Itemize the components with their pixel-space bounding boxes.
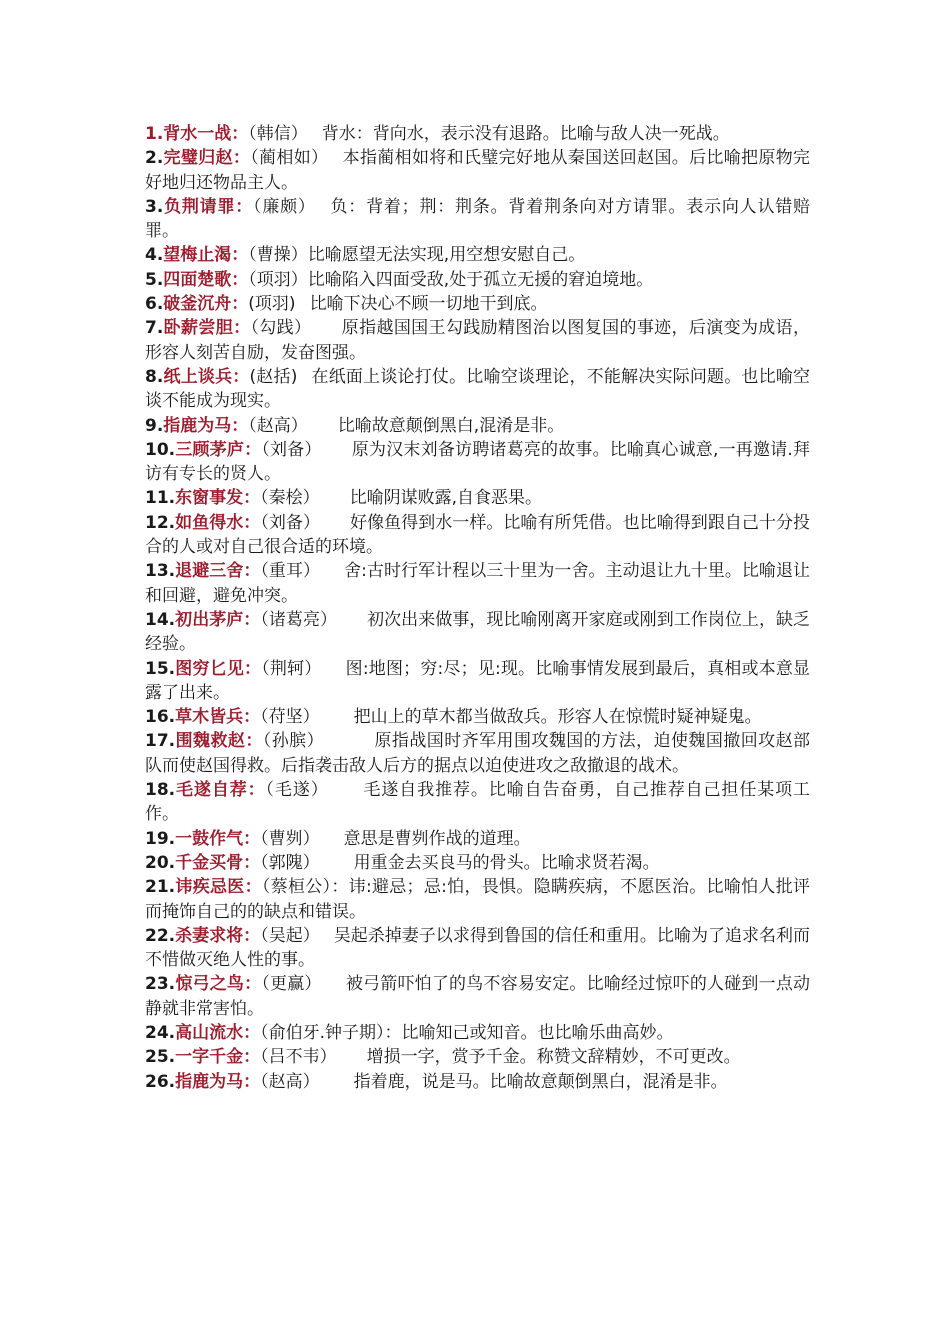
entry-4 <box>145 243 810 267</box>
definition: 原指战国时齐军用围攻魏国的方法，迫使魏国撤回攻赵部队而使赵国得救。后指袭击敌人后方的据点以迫使进攻之敌撤退的战术。 <box>145 731 811 776</box>
person-name: （诸葛亮） <box>260 609 338 630</box>
idiom-name: 指鹿为马： <box>163 415 249 436</box>
person-name: （毛遂） <box>265 780 329 801</box>
idiom-name: 退避三舍： <box>175 561 261 582</box>
entry-number: 1. <box>145 124 164 144</box>
idiom-name: 讳疾忌医： <box>175 877 262 898</box>
entry-20 <box>145 851 810 875</box>
definition: 把山上的草木都当做敌兵。形容人在惊慌时疑神疑鬼。 <box>353 707 762 728</box>
person-name: （项羽） <box>248 269 308 290</box>
entry-12 <box>145 511 810 560</box>
definition: 图:地图；穷:尽；见:现。比喻事情发展到最后，真相或本意显露了出来。 <box>145 658 811 703</box>
entry-7 <box>145 316 810 365</box>
entry-22 <box>145 924 810 973</box>
idiom-name: 东窗事发： <box>175 488 261 509</box>
entry-1 <box>145 122 810 146</box>
person-name: （韩信） <box>248 124 308 144</box>
person-name: （吴起） <box>260 925 320 946</box>
entry-number: 26. <box>145 1071 176 1092</box>
definition: 初次出来做事，现比喻刚离开家庭或刚到工作岗位上，缺乏经验。 <box>145 609 811 655</box>
idiom-name: 杀妻求将： <box>175 925 261 946</box>
idiom-name: 高山流水： <box>175 1022 261 1043</box>
entry-16 <box>145 705 810 729</box>
definition: 原为汉末刘备访聘诸葛亮的故事。比喻真心诚意,一再邀请.拜访有专长的贤人。 <box>145 439 811 485</box>
person-name: （郭隗） <box>260 852 320 873</box>
idiom-name: 负荆请罪： <box>163 196 254 217</box>
entry-6 <box>145 292 810 316</box>
definition: 被弓箭吓怕了的鸟不容易安定。比喻经过惊吓的人碰到一点动静就非常害怕。 <box>145 974 811 1019</box>
entry-number: 17. <box>145 731 176 752</box>
definition: 比喻下决心不顾一切地干到底。 <box>309 294 548 315</box>
definition: 比喻故意颠倒黑白,混淆是非。 <box>337 415 565 436</box>
definition: 比喻愿望无法实现,用空想安慰自己。 <box>307 245 586 266</box>
entry-19 <box>145 827 810 851</box>
idiom-name: 指鹿为马： <box>175 1071 261 1092</box>
entry-number: 23. <box>145 974 176 995</box>
entry-number: 13. <box>145 561 176 582</box>
idiom-name: 如鱼得水： <box>175 512 261 533</box>
idiom-name: 千金买骨： <box>175 852 261 873</box>
idiom-name: 望梅止渴： <box>163 245 249 266</box>
entry-9 <box>145 414 810 438</box>
idiom-name: 背水一战： <box>163 124 249 144</box>
entry-21 <box>145 875 810 924</box>
entry-number: 7. <box>145 318 164 339</box>
idiom-name: 卧薪尝胆： <box>163 318 251 339</box>
definition: 负：背着；荆：荆条。背着荆条向对方请罪。表示向人认错赔罪。 <box>145 196 811 242</box>
person-name: （刘备） <box>260 512 321 533</box>
definition: 好像鱼得到水一样。比喻有所凭借。也比喻得到跟自己十分投合的人或对自己很合适的环境。 <box>145 512 811 558</box>
definition: 指着鹿，说是马。比喻故意颠倒黑白，混淆是非。 <box>353 1071 728 1092</box>
idiom-name: 毛遂自荐： <box>175 780 266 801</box>
definition: ：比喻知己或知音。也比喻乐曲高妙。 <box>384 1022 674 1043</box>
definition: 原指越国国王勾践励精图治以图复国的事迹，后演变为成语，形容人刻苦自励，发奋图强。 <box>145 318 811 363</box>
person-name: （苻坚） <box>260 707 320 728</box>
entry-13 <box>145 559 810 608</box>
person-name: （曹操） <box>248 245 308 266</box>
definition: 比喻陷入四面受敌,处于孤立无援的窘迫境地。 <box>307 269 654 290</box>
idiom-name: 图穷匕见： <box>175 658 262 679</box>
entry-17 <box>145 729 810 778</box>
definition: 在纸面上谈论打仗。比喻空谈理论，不能解决实际问题。也比喻空谈不能成为现实。 <box>145 366 811 412</box>
idiom-name: 完璧归赵： <box>163 148 251 169</box>
person-name: （赵高） <box>248 415 308 436</box>
entry-number: 20. <box>145 852 176 873</box>
person-name: （孙膑） <box>262 731 325 752</box>
entry-18 <box>145 778 810 827</box>
entry-11 <box>145 486 810 510</box>
entry-number: 22. <box>145 925 176 946</box>
entry-26 <box>145 1070 810 1094</box>
definition: 毛遂自我推荐。比喻自告奋勇，自己推荐自己担任某项工作。 <box>145 780 811 825</box>
entry-number: 11. <box>145 488 176 509</box>
entry-3 <box>145 195 810 244</box>
person-name: (项羽) <box>248 294 296 315</box>
entry-number: 3. <box>145 196 164 217</box>
person-name: （荆轲） <box>261 658 322 679</box>
entry-number: 10. <box>145 439 176 460</box>
entry-number: 21. <box>145 877 176 898</box>
person-name: （重耳） <box>260 561 321 582</box>
entry-24 <box>145 1021 810 1045</box>
idiom-name: 初出茅庐： <box>175 609 261 630</box>
entry-8 <box>145 365 810 414</box>
definition: 本指蔺相如将和氏璧完好地从秦国送回赵国。后比喻把原物完好地归还物品主人。 <box>145 148 811 193</box>
person-name: （更赢） <box>261 974 322 995</box>
idiom-name: 围魏救赵： <box>175 731 263 752</box>
entry-15 <box>145 657 810 706</box>
definition: 比喻阴谋败露,自食恶果。 <box>349 488 543 509</box>
entry-14 <box>145 608 810 657</box>
person-name: （俞伯牙.钟子期） <box>260 1022 385 1043</box>
idiom-name: 草木皆兵： <box>175 707 261 728</box>
definition: 吴起杀掉妻子以求得到鲁国的信任和重用。比喻为了追求名利而不惜做灭绝人性的事。 <box>145 925 811 971</box>
definition: 增损一字，赏予千金。称赞文辞精妙，不可更改。 <box>366 1047 741 1068</box>
entry-number: 9. <box>145 415 164 436</box>
idiom-name: 惊弓之鸟： <box>175 974 262 995</box>
idiom-name: 三顾茅庐： <box>175 439 262 460</box>
person-name: （刘备） <box>261 439 322 460</box>
definition: 意思是曹刿作战的道理。 <box>343 828 531 849</box>
entry-number: 5. <box>145 269 164 290</box>
definition: 用重金去买良马的骨头。比喻求贤若渴。 <box>353 852 660 873</box>
idiom-list <box>145 122 810 1094</box>
person-name: （勾践） <box>250 318 312 339</box>
entry-number: 24. <box>145 1022 176 1043</box>
entry-10 <box>145 438 810 487</box>
person-name: （蔡桓公） <box>261 877 332 898</box>
entry-number: 6. <box>145 294 164 315</box>
entry-number: 16. <box>145 707 176 728</box>
entry-number: 15. <box>145 658 176 679</box>
idiom-name: 一字千金： <box>175 1047 261 1068</box>
idiom-name: 破釜沉舟： <box>163 294 249 315</box>
definition: 舍:古时行军计程以三十里为一舍。主动退让九十里。比喻退让和回避，避免冲突。 <box>145 561 811 606</box>
definition: 背水：背向水，表示没有退路。比喻与敌人决一死战。 <box>321 124 730 144</box>
person-name: （廉颇） <box>253 196 316 217</box>
person-name: （吕不韦） <box>260 1047 337 1068</box>
definition: ：讳:避忌；忌:怕，畏惧。隐瞒疾病，不愿医治。比喻怕人批评而掩饰自己的的缺点和错误。 <box>145 877 811 922</box>
person-name: (赵括) <box>249 366 298 387</box>
person-name: （曹刿） <box>260 828 320 849</box>
entry-number: 2. <box>145 148 164 169</box>
person-name: （蔺相如） <box>250 148 329 169</box>
entry-2 <box>145 146 810 195</box>
entry-number: 8. <box>145 366 164 387</box>
entry-number: 12. <box>145 512 176 533</box>
entry-number: 4. <box>145 245 164 266</box>
entry-number: 14. <box>145 609 176 630</box>
idiom-name: 四面楚歌： <box>163 269 249 290</box>
entry-number: 18. <box>145 780 176 801</box>
entry-5 <box>145 268 810 292</box>
idiom-name: 一鼓作气： <box>175 828 261 849</box>
entry-number: 19. <box>145 828 176 849</box>
entry-number: 25. <box>145 1047 176 1068</box>
person-name: （赵高） <box>260 1071 320 1092</box>
person-name: （秦桧） <box>260 488 320 509</box>
entry-23 <box>145 972 810 1021</box>
idiom-name: 纸上谈兵： <box>163 366 250 387</box>
entry-25 <box>145 1045 810 1069</box>
